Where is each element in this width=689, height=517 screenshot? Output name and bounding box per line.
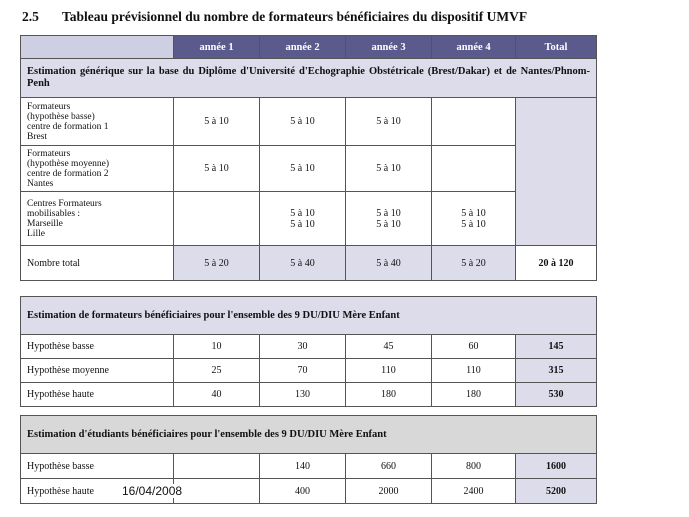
grand-total-cell: 20 à 120 [516,246,597,281]
section-row [21,297,597,335]
row-label: Hypothèse moyenne [21,359,174,383]
row-label: Hypothèse basse [21,335,174,359]
cell: 800 [432,454,516,479]
cell: 70 [260,359,346,383]
cell: 5 à 40 [260,246,346,281]
section-title [22,9,527,25]
section-row [21,416,597,454]
table-row [21,335,597,359]
cell [174,479,260,504]
cell [432,98,516,146]
row-label: Hypothèse haute [21,479,174,504]
row-label-total: Nombre total [21,246,174,281]
table-row [21,146,597,192]
cell: 5 à 10 [174,146,260,192]
row-label-centres: Centres Formateurs mobilisables : Marseille Lille [21,192,174,246]
cell [432,146,516,192]
cell: 5 à 10 [260,98,346,146]
cell: 40 [174,383,260,407]
table-row [21,454,597,479]
forecast-table-students [20,415,597,504]
total-cell-blank [516,98,597,246]
cell: 60 [432,335,516,359]
cell: 5 à 10 5 à 10 [260,192,346,246]
total-cell: 145 [516,335,597,359]
forecast-table-trainers [20,296,597,407]
header-year-3: année 3 [346,36,432,59]
cell: 5 à 10 [346,146,432,192]
cell: 2400 [432,479,516,504]
header-year-1: année 1 [174,36,260,59]
row-label-nantes: Formateurs (hypothèse moyenne) centre de formation 2 Nantes [21,146,174,192]
section-heading-generic: Estimation générique sur la base du Diplôme d'Université d'Echographie Obstétricale (Brest/Dakar) et de Nantes/Phnom-Penh [21,59,597,98]
table-row [21,192,597,246]
cell: 5 à 10 5 à 10 [432,192,516,246]
cell: 10 [174,335,260,359]
header-blank [21,36,174,59]
total-row [21,246,597,281]
cell: 5 à 40 [346,246,432,281]
cell: 5 à 10 [346,98,432,146]
cell: 130 [260,383,346,407]
cell: 45 [346,335,432,359]
table-row [21,479,597,504]
cell: 5 à 10 [174,98,260,146]
cell: 400 [260,479,346,504]
table-row [21,98,597,146]
total-cell: 5200 [516,479,597,504]
forecast-table-generic [20,35,597,281]
cell: 110 [432,359,516,383]
cell: 660 [346,454,432,479]
cell: 140 [260,454,346,479]
cell: 110 [346,359,432,383]
header-total: Total [516,36,597,59]
cell: 2000 [346,479,432,504]
cell [174,454,260,479]
section-heading-trainers: Estimation de formateurs bénéficiaires pour l'ensemble des 9 DU/DIU Mère Enfant [21,297,597,335]
table-row [21,359,597,383]
cell: 5 à 20 [432,246,516,281]
row-label: Hypothèse basse [21,454,174,479]
table-row [21,383,597,407]
section-title-text: Tableau prévisionnel du nombre de formateurs bénéficiaires du dispositif UMVF [62,9,528,24]
cell [174,192,260,246]
section-number: 2.5 [22,9,39,24]
cell: 180 [432,383,516,407]
header-year-2: année 2 [260,36,346,59]
cell: 180 [346,383,432,407]
total-cell: 315 [516,359,597,383]
section-heading-students: Estimation d'étudiants bénéficiaires pour l'ensemble des 9 DU/DIU Mère Enfant [21,416,597,454]
section-row [21,59,597,98]
cell: 5 à 20 [174,246,260,281]
cell: 25 [174,359,260,383]
date-stamp: 16/04/2008 [122,484,183,498]
row-label: Hypothèse haute [21,383,174,407]
cell: 30 [260,335,346,359]
total-cell: 530 [516,383,597,407]
cell: 5 à 10 5 à 10 [346,192,432,246]
row-label-brest: Formateurs (hypothèse basse) centre de formation 1 Brest [21,98,174,146]
header-year-4: année 4 [432,36,516,59]
header-row [21,36,597,59]
total-cell: 1600 [516,454,597,479]
cell: 5 à 10 [260,146,346,192]
